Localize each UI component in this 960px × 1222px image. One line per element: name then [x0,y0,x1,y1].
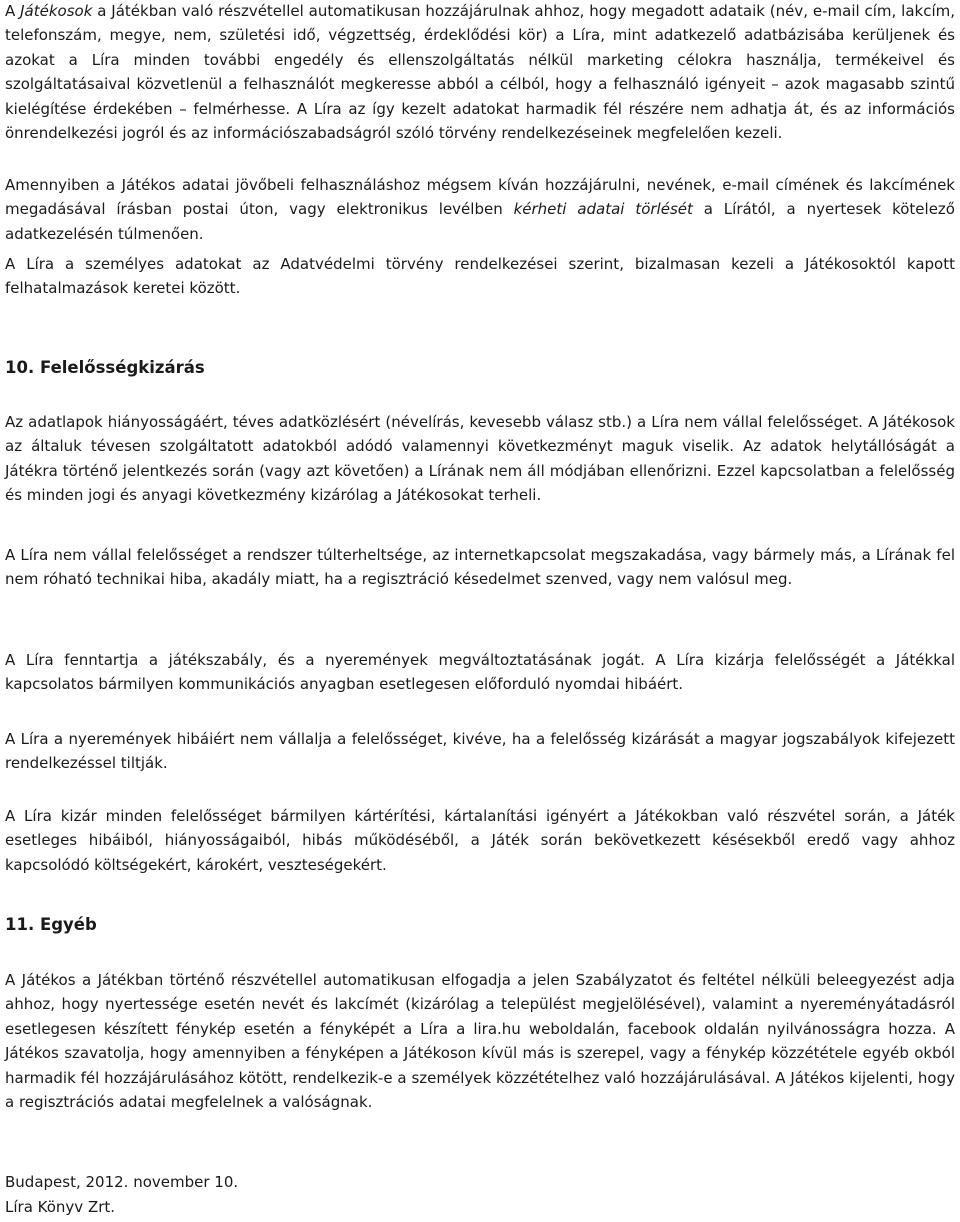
paragraph-rules-change: A Líra fenntartja a játékszabály, és a nyeremények megváltoztatásának jogát. A Líra kizárja felelősségét a Játékkal kapcsolatos bármilyen kommunikációs anyagban esetlegesen előforduló nyomdai hibáért. [5,651,955,694]
paragraph-other: A Játékos a Játékban történő részvétellel automatikusan elfogadja a jelen Szabályzatot és feltétel nélküli beleegyezést adja ahhoz, hogy nyertessége esetén nevét és lakcímét (kizárólag a települést megjelölésével), valamint a nyereményátadásról esetlegesen készített fénykép esetén a fényképét a Líra a lira.hu weboldalán, facebook oldalán nyilvánosságra hozza. A Játékos szavatolja, hogy amennyiben a fényképen a Játékoson kívül más is szerepel, vagy a fénykép közzététele egyéb okból harmadik fél hozzájárulásához kötött, rendelkezik-e a személyek közzétételhez való hozzájárulásával. A Játékos kijelenti, hogy a regisztrációs adatai megfelelnek a valóságnak. [5,971,955,1112]
paragraph-data-consent [5,0,955,145]
text-segment: a Játékban való részvétellel automatikusan hozzájárulnak ahhoz, hogy megadott adataik (név, e-mail cím, lakcím, telefonszám, megye, nem, születési idő, végzettség, érdeklődési kör) a Líra, mint adatkezelő adatbázisába kerüljenek és azokat a Líra minden további engedély és ellenszolgáltatás nélkül marketing célokra használja, termékeivel és szolgáltatásaival közvetlenül a felhasználót megkeresse abból a célból, hogy a felhasználó igényeit – azok magasabb szintű kielégítése érdekében – felmérhesse. A Líra az így kezelt adatokat harmadik fél részére nem adhatja át, és az információs önrendelkezési jogról és az információszabadságról szóló törvény rendelkezéseinek megfelelően kezeli. [5,2,956,143]
text-segment: Amennyiben a Játékos adatai jövőbeli felhasználáshoz mégsem kíván hozzájárulni, nevének, e-mail címének és lakcímének megadásával írásban postai úton, vagy elektronikus levélben [5,176,955,219]
paragraph-liability-data: Az adatlapok hiányosságáért, téves adatközlésért (névelírás, kevesebb válasz stb.) a Líra nem vállal felelősséget. A Játékosok az általuk tévesen szolgáltatott adatokból adódó valamennyi következményt maguk viselik. Az adatok helytállóságát a Játékra történő jelentkezés során (vagy azt követően) a Lírának nem áll módjában ellenőrizni. Ezzel kapcsolatban a felelősség és minden jogi és anyagi következmény kizárólag a Játékosokat terheli. [5,413,955,505]
paragraph-prize-defects: A Líra a nyeremények hibáiért nem vállalja a felelősséget, kivéve, ha a felelősség kizárását a magyar jogszabályok kifejezett rendelkezéssel tiltják. [5,730,955,773]
paragraph-data-protection: A Líra a személyes adatokat az Adatvédelmi törvény rendelkezései szerint, bizalmasan kezeli a Játékosoktól kapott felhatalmazások keretei között. [5,255,955,298]
section-heading-11: 11. Egyéb [5,915,97,934]
italic-text: kérheti adatai törlését [513,200,693,219]
italic-text: Játékosok [20,2,93,20]
section-heading-10: 10. Felelősségkizárás [5,358,205,377]
text-segment: a Lírától, a nyertesek kötelező adatkezelésén túlmenően. [5,200,955,243]
text-segment: A [5,2,21,20]
paragraph-liability-system: A Líra nem vállal felelősséget a rendszer túlterheltsége, az internetkapcsolat megszakadása, vagy bármely más, a Lírának fel nem róható technikai hiba, akadály miatt, ha a regisztráció késedelmet szenved, vagy nem valósul meg. [5,546,955,589]
company-name: Líra Könyv Zrt. [5,1198,116,1216]
place-date: Budapest, 2012. november 10. [5,1173,239,1191]
paragraph-damages: A Líra kizár minden felelősséget bármilyen kártérítési, kártalanítási igényért a Játékokban való részvétel során, a Játék esetleges hibáiból, hiányosságaiból, hibás működéséből, a Játék során bekövetkezett késésekből eredő vagy ahhoz kapcsolódó költségekért, károkért, veszteségekért. [5,807,955,874]
paragraph-data-withdrawal [5,173,955,246]
